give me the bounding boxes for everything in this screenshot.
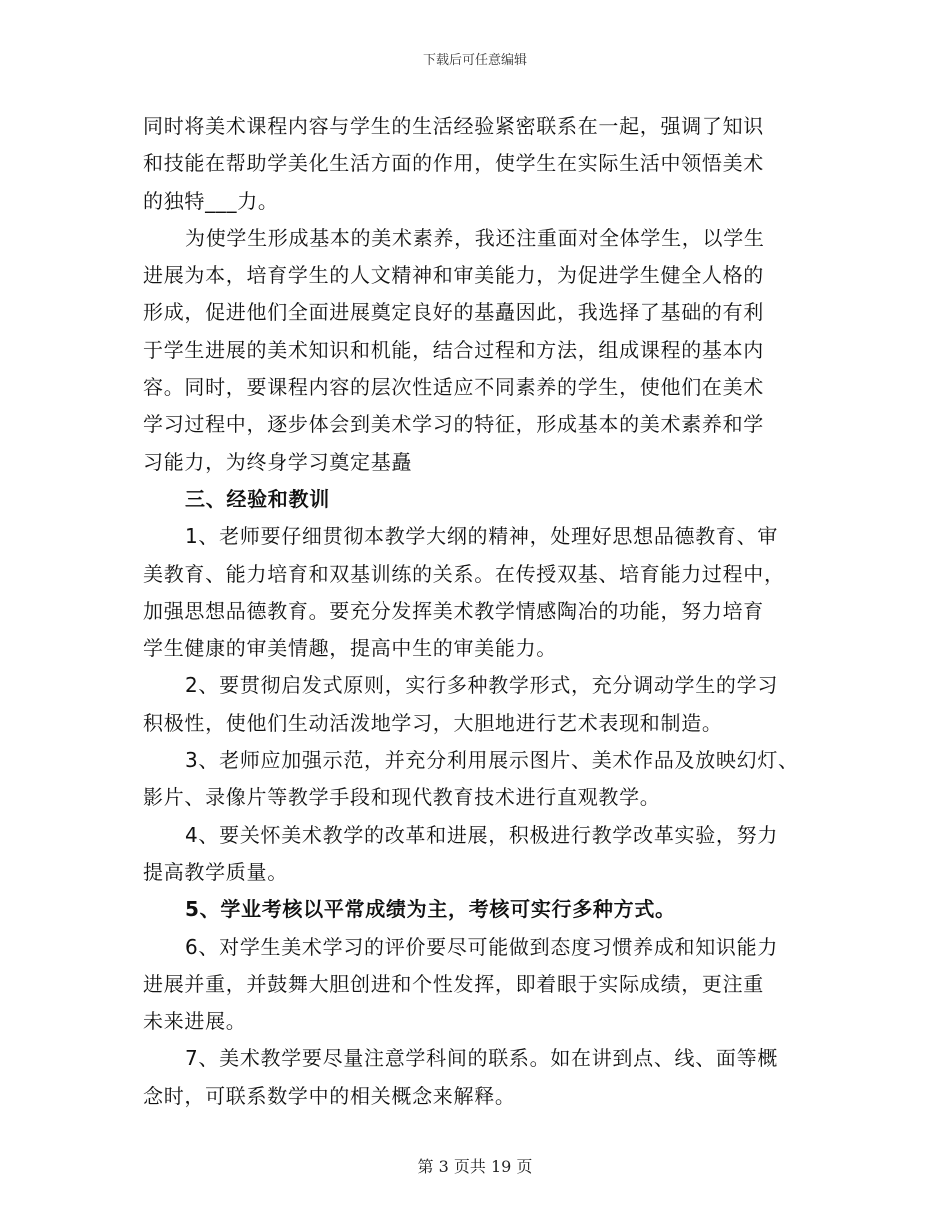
text-line: 的独特___力。 xyxy=(143,188,279,213)
text-line: 积极性，使他们生动活泼地学习，大胆地进行艺术表现和制造。 xyxy=(143,710,723,735)
text-line: 4、要关怀美术教学的改革和进展，积极进行教学改革实验，努力 xyxy=(185,822,779,847)
text-line: 和技能在帮助学美化生活方面的作用，使学生在实际生活中领悟美术 xyxy=(143,151,764,176)
text-line: 影片、录像片等教学手段和现代教育技术进行直观教学。 xyxy=(143,785,661,810)
text-line: 2、要贯彻启发式原则，实行多种教学形式，充分调动学生的学习 xyxy=(185,673,779,698)
text-line: 为使学生形成基本的美术素养，我还注重面对全体学生，以学生 xyxy=(185,225,765,250)
text-line: 进展为本，培育学生的人文精神和审美能力，为促进学生健全人格的 xyxy=(143,263,764,288)
text-line: 容。同时，要课程内容的层次性适应不同素养的学生，使他们在美术 xyxy=(143,375,764,400)
text-line: 进展并重，并鼓舞大胆创进和个性发挥，即着眼于实际成绩，更注重 xyxy=(143,971,764,996)
text-line: 同时将美术课程内容与学生的生活经验紧密联系在一起，强调了知识 xyxy=(143,114,764,138)
text-line: 3、老师应加强示范，并充分利用展示图片、美术作品及放映幻灯、 xyxy=(185,748,799,773)
text-line: 形成，促进他们全面进展奠定良好的基矗因此，我选择了基础的有利 xyxy=(143,300,764,325)
text-line: 于学生进展的美术知识和机能，结合过程和方法，组成课程的基本内 xyxy=(143,337,764,362)
page-footer: 第 3 页共 19 页 xyxy=(417,1157,533,1176)
text-line: 美教育、能力培育和双基训练的关系。在传授双基、培育能力过程中， xyxy=(143,561,785,586)
text-line: 学习过程中，逐步体会到美术学习的特征，形成基本的美术素养和学 xyxy=(143,412,764,437)
text-line: 提高教学质量。 xyxy=(143,859,288,884)
text-line: 未来进展。 xyxy=(143,1009,247,1034)
page-header: 下载后可任意编辑 xyxy=(422,53,527,68)
section-heading: 三、经验和教训 xyxy=(185,486,330,511)
text-line: 习能力，为终身学习奠定基矗 xyxy=(143,449,413,474)
text-line: 加强思想品德教育。要充分发挥美术教学情感陶冶的功能，努力培育 xyxy=(143,598,764,623)
text-line: 7、美术教学要尽量注意学科间的联系。如在讲到点、线、面等概 xyxy=(185,1046,779,1071)
text-line: 6、对学生美术学习的评价要尽可能做到态度习惯养成和知识能力 xyxy=(185,934,779,959)
section-heading: 5、学业考核以平常成绩为主，考核可实行多种方式。 xyxy=(185,897,676,922)
document-body xyxy=(143,108,823,1115)
text-line: 学生健康的审美情趣，提高中生的审美能力。 xyxy=(143,636,557,661)
text-line: 1、老师要仔细贯彻本教学大纲的精神，处理好思想品德教育、审 xyxy=(185,524,779,549)
text-line: 念时，可联系数学中的相关概念来解释。 xyxy=(143,1083,516,1108)
